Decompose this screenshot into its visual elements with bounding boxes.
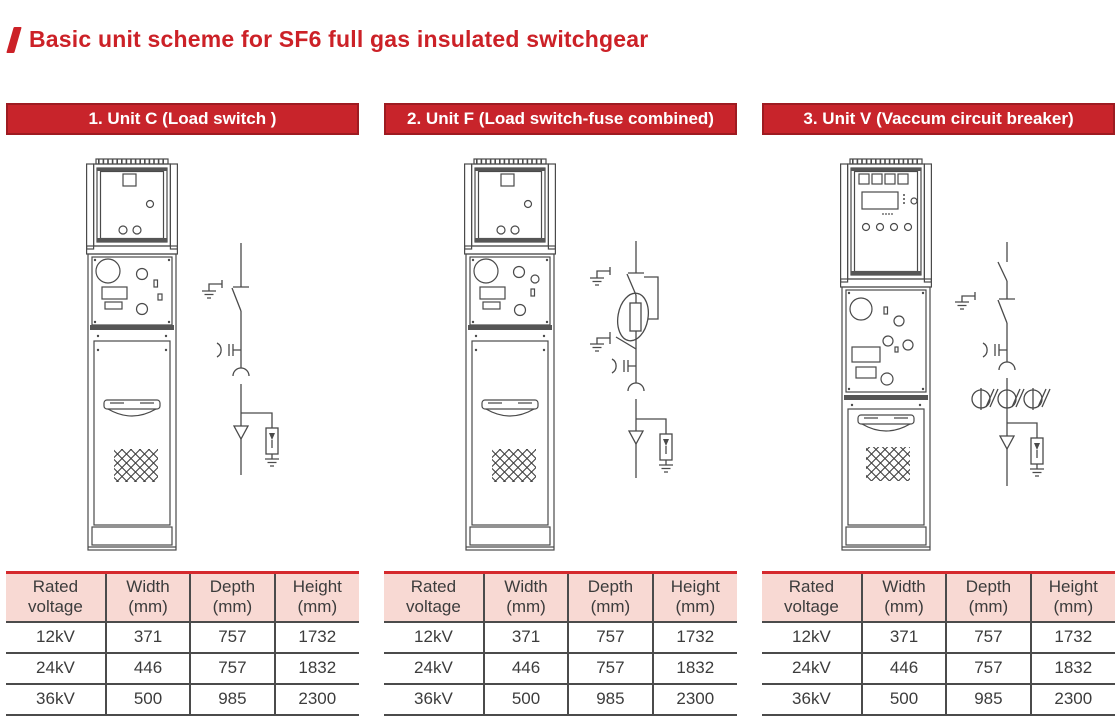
indicator-window bbox=[872, 174, 882, 184]
ground-symbol bbox=[265, 454, 279, 466]
cable-arrow bbox=[629, 431, 643, 444]
operation-panel bbox=[470, 257, 550, 325]
table-header-cell: Depth (mm) bbox=[190, 573, 274, 623]
table-cell: 24kV bbox=[6, 653, 106, 684]
nameplate bbox=[102, 287, 127, 299]
operation-panel bbox=[92, 257, 172, 325]
separator-bar bbox=[468, 325, 552, 330]
relay-display bbox=[862, 192, 898, 209]
unit-v-figure bbox=[762, 135, 1115, 571]
cable-compartment-door bbox=[94, 341, 170, 525]
table-cell: 985 bbox=[568, 684, 652, 715]
cable-arrow bbox=[234, 426, 248, 439]
table-header-cell: Width (mm) bbox=[484, 573, 568, 623]
ground-symbol bbox=[590, 278, 604, 285]
door-handle bbox=[104, 400, 160, 409]
table-cell: 1732 bbox=[275, 622, 359, 653]
left-rail bbox=[841, 164, 848, 282]
unit-c-dimensions-table bbox=[6, 571, 359, 716]
table-row bbox=[762, 653, 1115, 684]
load-switch-blade bbox=[627, 274, 636, 295]
table-cell: 757 bbox=[568, 622, 652, 653]
ground-symbol bbox=[590, 344, 604, 351]
table-cell: 36kV bbox=[384, 684, 484, 715]
indicator-window bbox=[898, 174, 908, 184]
table-cell: 985 bbox=[190, 684, 274, 715]
switch-blade bbox=[616, 337, 636, 349]
separator-bar bbox=[844, 395, 928, 400]
table-header-row bbox=[762, 573, 1115, 623]
table-cell: 12kV bbox=[384, 622, 484, 653]
table-cell: 446 bbox=[106, 653, 190, 684]
operation-hole bbox=[137, 304, 148, 315]
base-panel bbox=[846, 527, 926, 545]
table-cell: 1832 bbox=[653, 653, 737, 684]
page-title-row bbox=[0, 0, 1120, 53]
operation-hole bbox=[881, 373, 893, 385]
operation-panel bbox=[846, 290, 926, 392]
table-row bbox=[6, 684, 359, 715]
operation-hole bbox=[883, 336, 893, 346]
table-cell: 12kV bbox=[762, 622, 862, 653]
right-rail bbox=[924, 164, 931, 282]
right-rail bbox=[548, 164, 555, 249]
table-row bbox=[6, 622, 359, 653]
table-cell: 371 bbox=[484, 622, 568, 653]
table-header-cell: Height (mm) bbox=[1031, 573, 1115, 623]
inspection-window bbox=[123, 174, 136, 186]
table-row bbox=[384, 684, 737, 715]
table-cell: 757 bbox=[190, 622, 274, 653]
unit-c-circuit-diagram bbox=[196, 235, 286, 480]
indicator-window bbox=[859, 174, 869, 184]
nameplate bbox=[480, 287, 505, 299]
door-handle bbox=[482, 400, 538, 409]
fuse-bypass bbox=[644, 277, 658, 319]
table-header-cell: Width (mm) bbox=[106, 573, 190, 623]
indicator-window bbox=[885, 174, 895, 184]
cable-bushing bbox=[233, 368, 249, 376]
unit-section-f bbox=[384, 103, 737, 716]
table-header-cell: Height (mm) bbox=[275, 573, 359, 623]
cabinet-body bbox=[466, 254, 554, 550]
table-header-cell: Depth (mm) bbox=[946, 573, 1030, 623]
table-cell: 1732 bbox=[653, 622, 737, 653]
table-cell: 36kV bbox=[762, 684, 862, 715]
vent-grille bbox=[114, 449, 158, 482]
table-cell: 757 bbox=[946, 653, 1030, 684]
earthing-switch bbox=[597, 332, 610, 344]
table-cell: 24kV bbox=[762, 653, 862, 684]
cable-bushing bbox=[628, 383, 644, 391]
table-cell: 757 bbox=[190, 653, 274, 684]
ground-symbol bbox=[659, 460, 673, 472]
pressure-gauge bbox=[850, 298, 872, 320]
unit-c-figure bbox=[6, 135, 359, 571]
cable-arrow bbox=[1000, 436, 1014, 449]
operation-hole bbox=[894, 316, 904, 326]
screws bbox=[848, 194, 924, 406]
table-header-cell: Width (mm) bbox=[862, 573, 946, 623]
table-cell: 500 bbox=[484, 684, 568, 715]
table-cell: 371 bbox=[106, 622, 190, 653]
unit-f-circuit-diagram bbox=[576, 235, 686, 480]
breaker-blade bbox=[998, 262, 1007, 281]
table-cell: 1832 bbox=[275, 653, 359, 684]
door-handle bbox=[858, 415, 914, 424]
table-row bbox=[762, 684, 1115, 715]
cabinet-body bbox=[88, 254, 176, 550]
divider-band bbox=[841, 279, 932, 287]
cabinet-body bbox=[842, 287, 930, 550]
pressure-gauge bbox=[474, 259, 498, 283]
capacitive-indicator bbox=[229, 344, 241, 356]
operation-hole bbox=[515, 305, 526, 316]
divider-band bbox=[87, 246, 178, 254]
table-row bbox=[384, 653, 737, 684]
table-cell: 2300 bbox=[653, 684, 737, 715]
unit-v-cabinet-illustration bbox=[840, 157, 932, 552]
table-row bbox=[6, 653, 359, 684]
vent-grille bbox=[492, 449, 536, 482]
table-row bbox=[384, 622, 737, 653]
unit-c-cabinet-illustration bbox=[86, 157, 178, 552]
ground-symbol bbox=[1030, 464, 1044, 476]
right-rail bbox=[170, 164, 177, 249]
table-header-row bbox=[384, 573, 737, 623]
table-cell: 36kV bbox=[6, 684, 106, 715]
title-slash-icon bbox=[6, 27, 21, 53]
unit-section-v bbox=[762, 103, 1115, 716]
unit-v-header: 3. Unit V (Vaccum circuit breaker) bbox=[762, 103, 1115, 135]
table-cell: 1732 bbox=[1031, 622, 1115, 653]
page-title: Basic unit scheme for SF6 full gas insulated switchgear bbox=[29, 26, 649, 52]
base-panel bbox=[92, 527, 172, 545]
left-rail bbox=[87, 164, 94, 249]
left-rail bbox=[465, 164, 472, 249]
vent-grille bbox=[866, 447, 910, 481]
operation-hole bbox=[903, 340, 913, 350]
incoming-line bbox=[628, 241, 644, 273]
unit-section-c bbox=[6, 103, 359, 716]
unit-f-header: 2. Unit F (Load switch-fuse combined) bbox=[384, 103, 737, 135]
table-cell: 500 bbox=[862, 684, 946, 715]
table-header-cell: Rated voltage bbox=[762, 573, 862, 623]
load-switch-blade bbox=[232, 288, 241, 311]
table-cell: 2300 bbox=[1031, 684, 1115, 715]
table-cell: 757 bbox=[568, 653, 652, 684]
table-cell: 985 bbox=[946, 684, 1030, 715]
capacitive-indicator bbox=[624, 360, 636, 372]
capacitive-indicator bbox=[995, 344, 1007, 356]
busbar-compartment bbox=[94, 164, 171, 246]
table-cell: 2300 bbox=[275, 684, 359, 715]
table-row bbox=[762, 622, 1115, 653]
earthing-switch bbox=[209, 280, 222, 291]
table-cell: 24kV bbox=[384, 653, 484, 684]
unit-c-header: 1. Unit C (Load switch ) bbox=[6, 103, 359, 135]
table-cell: 757 bbox=[946, 622, 1030, 653]
earthing-switch bbox=[597, 267, 610, 278]
table-cell: 446 bbox=[862, 653, 946, 684]
table-cell: 1832 bbox=[1031, 653, 1115, 684]
unit-f-dimensions-table bbox=[384, 571, 737, 716]
cable-bushing bbox=[999, 362, 1015, 370]
table-cell: 446 bbox=[484, 653, 568, 684]
unit-f-figure bbox=[384, 135, 737, 571]
unit-v-dimensions-table bbox=[762, 571, 1115, 716]
disconnector-blade bbox=[998, 300, 1007, 323]
table-header-cell: Rated voltage bbox=[6, 573, 106, 623]
operation-hole bbox=[137, 269, 148, 280]
unit-f-cabinet-illustration bbox=[464, 157, 556, 552]
ground-symbol bbox=[202, 291, 216, 298]
nameplate bbox=[852, 347, 880, 362]
unit-columns bbox=[0, 103, 1120, 716]
unit-v-circuit-diagram bbox=[945, 238, 1060, 488]
table-cell: 12kV bbox=[6, 622, 106, 653]
operation-hole bbox=[514, 267, 525, 278]
table-header-cell: Rated voltage bbox=[384, 573, 484, 623]
inspection-window bbox=[501, 174, 514, 186]
cable-compartment-door bbox=[472, 341, 548, 525]
fuse bbox=[630, 303, 641, 331]
ground-symbol bbox=[955, 302, 969, 309]
busbar-compartment bbox=[472, 164, 549, 246]
separator-bar bbox=[90, 325, 174, 330]
base-panel bbox=[470, 527, 550, 545]
pressure-gauge bbox=[96, 259, 120, 283]
incoming-line bbox=[233, 243, 249, 287]
table-cell: 500 bbox=[106, 684, 190, 715]
table-cell: 371 bbox=[862, 622, 946, 653]
table-header-row bbox=[6, 573, 359, 623]
table-header-cell: Height (mm) bbox=[653, 573, 737, 623]
table-header-cell: Depth (mm) bbox=[568, 573, 652, 623]
divider-band bbox=[465, 246, 556, 254]
earthing-switch bbox=[962, 292, 975, 302]
